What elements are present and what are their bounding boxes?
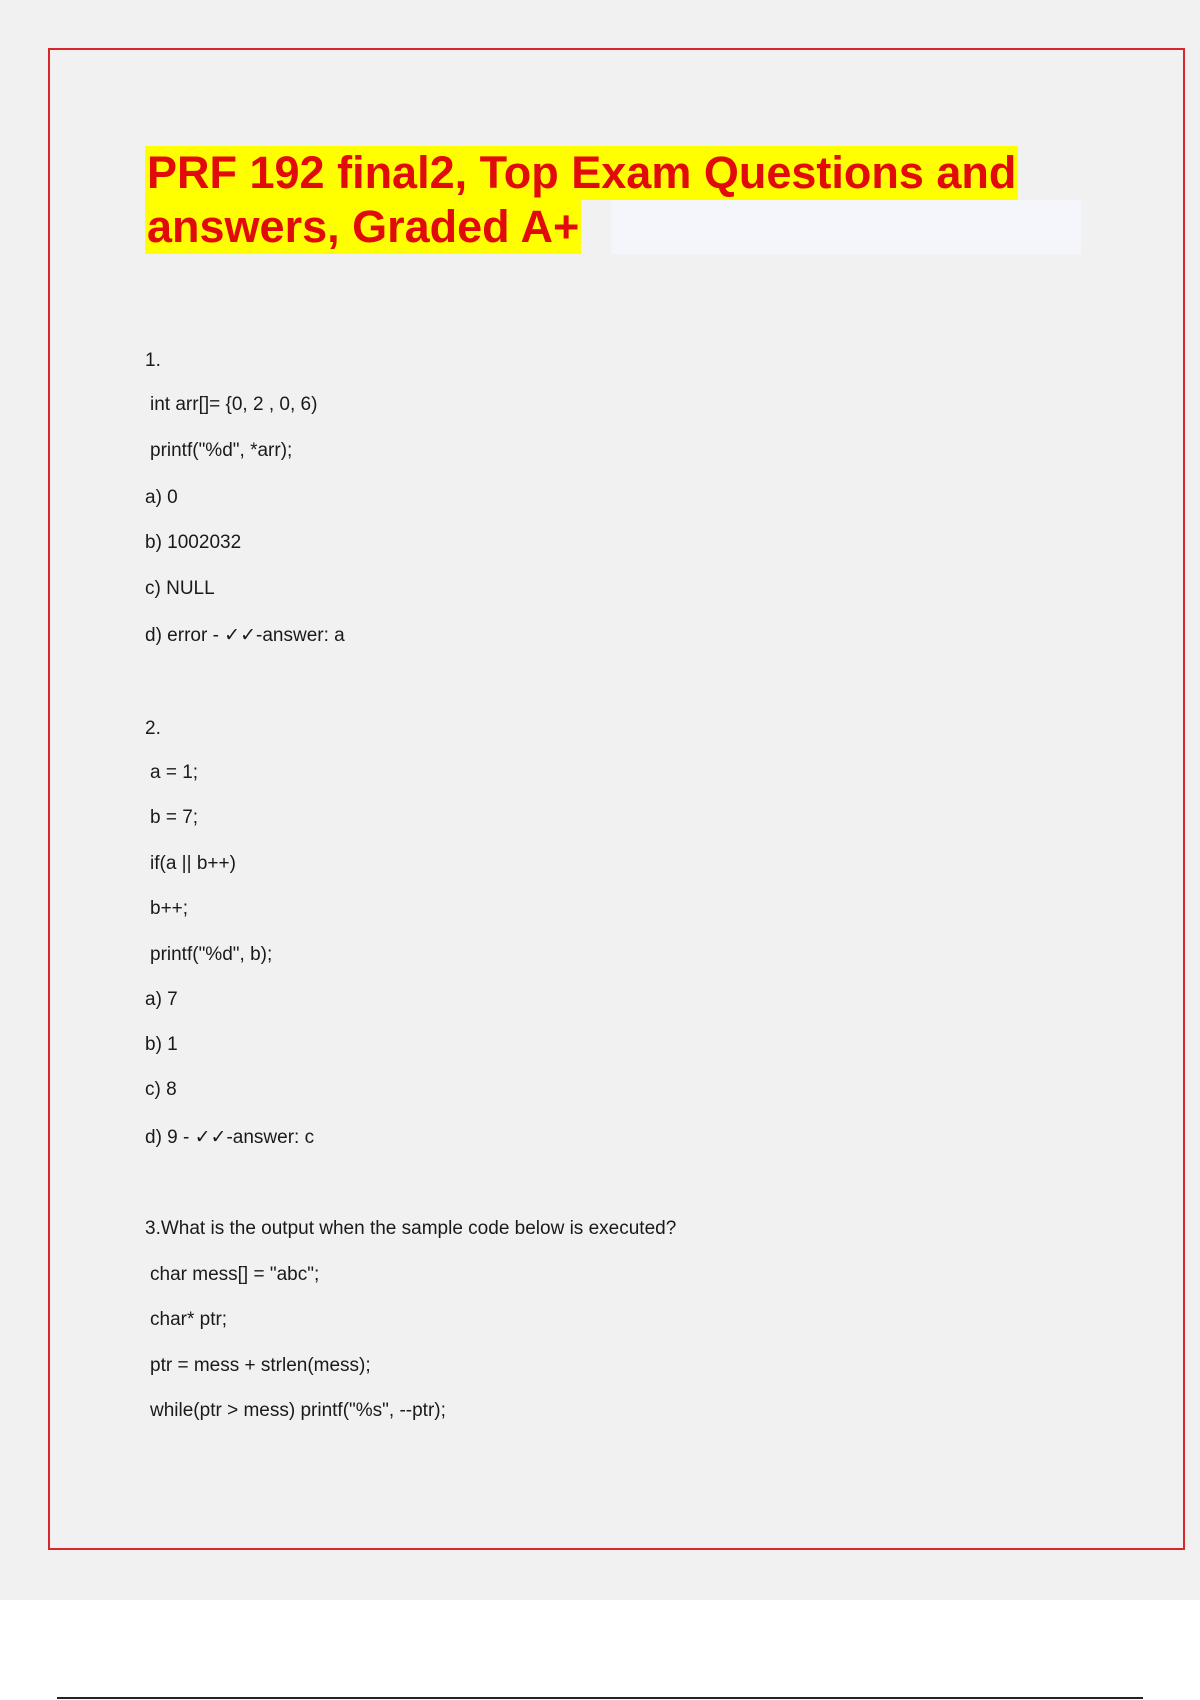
question-2-option-a: a) 7	[145, 989, 178, 1010]
question-2-code-line: a = 1;	[150, 762, 199, 783]
title-line-2: answers, Graded A+	[147, 201, 580, 252]
question-3-code-line: while(ptr > mess) printf("%s", --ptr);	[150, 1400, 446, 1421]
question-3-code-line: ptr = mess + strlen(mess);	[150, 1355, 371, 1376]
document-title	[145, 146, 1095, 254]
question-2-code-line: if(a || b++)	[150, 853, 236, 874]
question-3-code-line: char* ptr;	[150, 1309, 228, 1330]
question-1-code-line: printf("%d", *arr);	[150, 440, 293, 461]
question-2-option-c: c) 8	[145, 1079, 177, 1100]
question-2-code-line: b = 7;	[150, 807, 199, 828]
question-2-option-d-answer: d) 9 - ✓✓-answer: c	[145, 1127, 315, 1148]
footer-rule	[57, 1697, 1143, 1699]
question-1-option-c: c) NULL	[145, 578, 215, 599]
title-highlight-fade	[611, 200, 1081, 254]
question-1-code-line: int arr[]= {0, 2 , 0, 6)	[150, 394, 318, 415]
title-line-1: PRF 192 final2, Top Exam Questions and	[147, 147, 1017, 198]
question-1-option-a: a) 0	[145, 487, 178, 508]
question-3-prompt: 3.What is the output when the sample code below is executed?	[145, 1218, 677, 1239]
question-1-option-b: b) 1002032	[145, 532, 242, 553]
question-2-number: 2.	[145, 718, 161, 739]
question-3-code-line: char mess[] = "abc";	[150, 1264, 320, 1285]
question-1-option-d-answer: d) error - ✓✓-answer: a	[145, 625, 345, 646]
question-2-option-b: b) 1	[145, 1034, 178, 1055]
question-1-number: 1.	[145, 350, 161, 371]
question-2-code-line: printf("%d", b);	[150, 944, 273, 965]
question-2-code-line: b++;	[150, 898, 189, 919]
